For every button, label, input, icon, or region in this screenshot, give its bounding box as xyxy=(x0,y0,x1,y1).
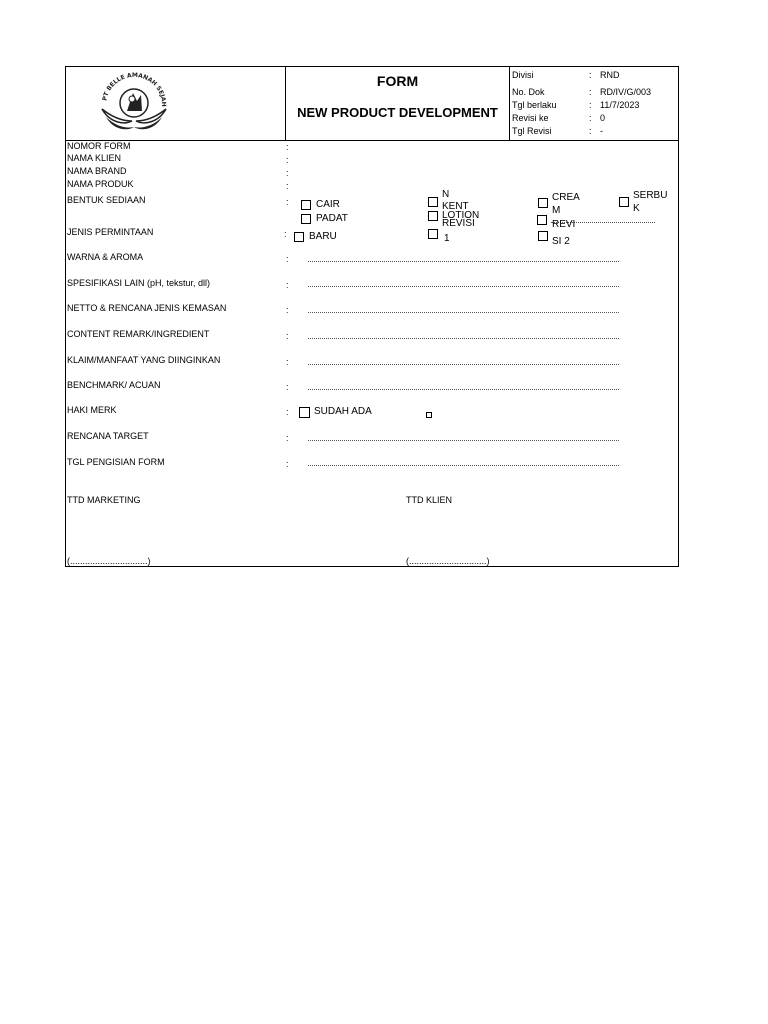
option-label-revisi-2-num: SI 2 xyxy=(552,236,570,247)
doc-info-label: Tgl Revisi xyxy=(512,126,552,136)
doc-info-row xyxy=(512,100,677,113)
field-label-content: CONTENT REMARK/INGREDIENT xyxy=(67,329,210,339)
doc-info-row xyxy=(512,87,677,100)
colon: : xyxy=(286,459,289,469)
option-label-lotion: LOTION xyxy=(442,210,480,221)
field-label-netto: NETTO & RENCANA JENIS KEMASAN xyxy=(67,303,227,313)
colon: : xyxy=(286,254,289,264)
field-label-klaim: KLAIM/MANFAAT YANG DIINGINKAN xyxy=(67,355,221,365)
spesifikasi-input[interactable] xyxy=(308,286,619,287)
doc-info-value: - xyxy=(600,126,603,136)
doc-info-row xyxy=(512,113,677,126)
doc-info-value: 0 xyxy=(600,113,606,123)
doc-info-value: 11/7/2023 xyxy=(600,100,640,110)
doc-info xyxy=(512,70,677,139)
lotion-checkbox[interactable] xyxy=(428,211,438,221)
doc-info-value: RD/IV/G/003 xyxy=(600,87,652,97)
tgl-pengisian-input[interactable] xyxy=(308,465,619,466)
form-title: FORM xyxy=(376,73,419,89)
colon: : xyxy=(286,433,289,443)
option-label-cair: CAIR xyxy=(316,199,340,210)
field-label-nama-brand: NAMA BRAND xyxy=(67,166,127,176)
colon: : xyxy=(286,168,289,178)
field-label-jenis-permintaan: JENIS PERMINTAAN xyxy=(67,227,154,237)
doc-info-row xyxy=(512,126,677,139)
option-label-crea-1: CREA xyxy=(552,192,580,203)
cair-checkbox[interactable] xyxy=(301,200,311,210)
benchmark-input[interactable] xyxy=(308,389,619,390)
doc-info-sep: : xyxy=(589,113,592,123)
company-logo xyxy=(96,71,172,137)
colon: : xyxy=(286,181,289,191)
colon: : xyxy=(286,197,289,207)
option-label-kent-2: KENT xyxy=(442,201,469,212)
sudah-ada-checkbox[interactable] xyxy=(299,407,310,418)
doc-info-label: Divisi xyxy=(512,70,534,80)
signature-line-marketing[interactable]: (...............................) xyxy=(67,556,151,566)
signature-line-klien[interactable]: (...............................) xyxy=(406,556,490,566)
doc-info-value: RND xyxy=(600,70,620,80)
form-sheet xyxy=(65,66,679,567)
field-label-bentuk-sediaan: BENTUK SEDIAAN xyxy=(67,195,146,205)
field-label-nama-klien: NAMA KLIEN xyxy=(67,153,122,163)
other-checkbox[interactable] xyxy=(537,215,547,225)
form-subtitle: NEW PRODUCT DEVELOPMENT xyxy=(297,105,498,120)
option-label-serbu-1: SERBU xyxy=(633,190,668,201)
option-label-baru: BARU xyxy=(309,231,337,242)
cream-checkbox[interactable] xyxy=(538,198,548,208)
kent-checkbox[interactable] xyxy=(428,197,438,207)
header-bottom-line xyxy=(66,140,678,141)
field-label-nama-produk: NAMA PRODUK xyxy=(67,179,134,189)
colon: : xyxy=(286,142,289,152)
option-label-revisi-1-text: REVISI xyxy=(442,218,475,229)
option-label-sudah-ada: SUDAH ADA xyxy=(314,406,372,417)
field-label-spesifikasi: SPESIFIKASI LAIN (pH, tekstur, dll) xyxy=(67,278,211,288)
field-label-benchmark: BENCHMARK/ ACUAN xyxy=(67,380,161,390)
option-label-crea-2: M xyxy=(552,205,561,216)
doc-info-label: No. Dok xyxy=(512,87,545,97)
logo-text: PT BELLE AMANAH SEJAH xyxy=(101,71,168,107)
content-input[interactable] xyxy=(308,338,619,339)
doc-info-sep: : xyxy=(589,70,592,80)
colon: : xyxy=(286,305,289,315)
colon: : xyxy=(286,357,289,367)
option-label-revisi-1-num: 1 xyxy=(444,233,450,244)
colon: : xyxy=(286,280,289,290)
klaim-input[interactable] xyxy=(308,364,619,365)
revisi-2-checkbox[interactable] xyxy=(538,231,548,241)
netto-input[interactable] xyxy=(308,312,619,313)
colon: : xyxy=(286,155,289,165)
field-label-tgl-pengisian: TGL PENGISIAN FORM xyxy=(67,457,165,467)
colon: : xyxy=(286,382,289,392)
revisi-1-checkbox[interactable] xyxy=(428,229,438,239)
colon: : xyxy=(284,229,287,239)
serbuk-checkbox[interactable] xyxy=(619,197,629,207)
doc-info-sep: : xyxy=(589,126,592,136)
padat-checkbox[interactable] xyxy=(301,214,311,224)
option-label-revisi-2 xyxy=(552,219,576,231)
option-label-serbu-2: K xyxy=(633,203,640,214)
doc-info-sep: : xyxy=(589,87,592,97)
baru-checkbox[interactable] xyxy=(294,232,304,242)
warna-aroma-input[interactable] xyxy=(308,261,619,262)
option-label-revisi-1 xyxy=(442,218,475,230)
doc-info-sep: : xyxy=(589,100,592,110)
header-divider-right xyxy=(509,67,510,140)
belum-ada-checkbox[interactable] xyxy=(426,412,432,418)
option-label-kent-1: N xyxy=(442,189,450,200)
field-label-rencana-target: RENCANA TARGET xyxy=(67,431,149,441)
field-label-haki: HAKI MERK xyxy=(67,405,117,415)
doc-info-label: Tgl berlaku xyxy=(512,100,557,110)
colon: : xyxy=(286,331,289,341)
field-label-warna-aroma: WARNA & AROMA xyxy=(67,252,144,262)
field-label-nomor-form: NOMOR FORM xyxy=(67,141,131,151)
doc-info-label: Revisi ke xyxy=(512,113,549,123)
signature-label-klien: TTD KLIEN xyxy=(406,495,453,505)
option-label-padat: PADAT xyxy=(316,213,348,224)
rencana-target-input[interactable] xyxy=(308,440,619,441)
doc-info-row xyxy=(512,70,677,84)
option-label-revisi-2-text: REVI xyxy=(552,219,576,230)
signature-label-marketing: TTD MARKETING xyxy=(67,495,141,505)
colon: : xyxy=(286,407,289,417)
